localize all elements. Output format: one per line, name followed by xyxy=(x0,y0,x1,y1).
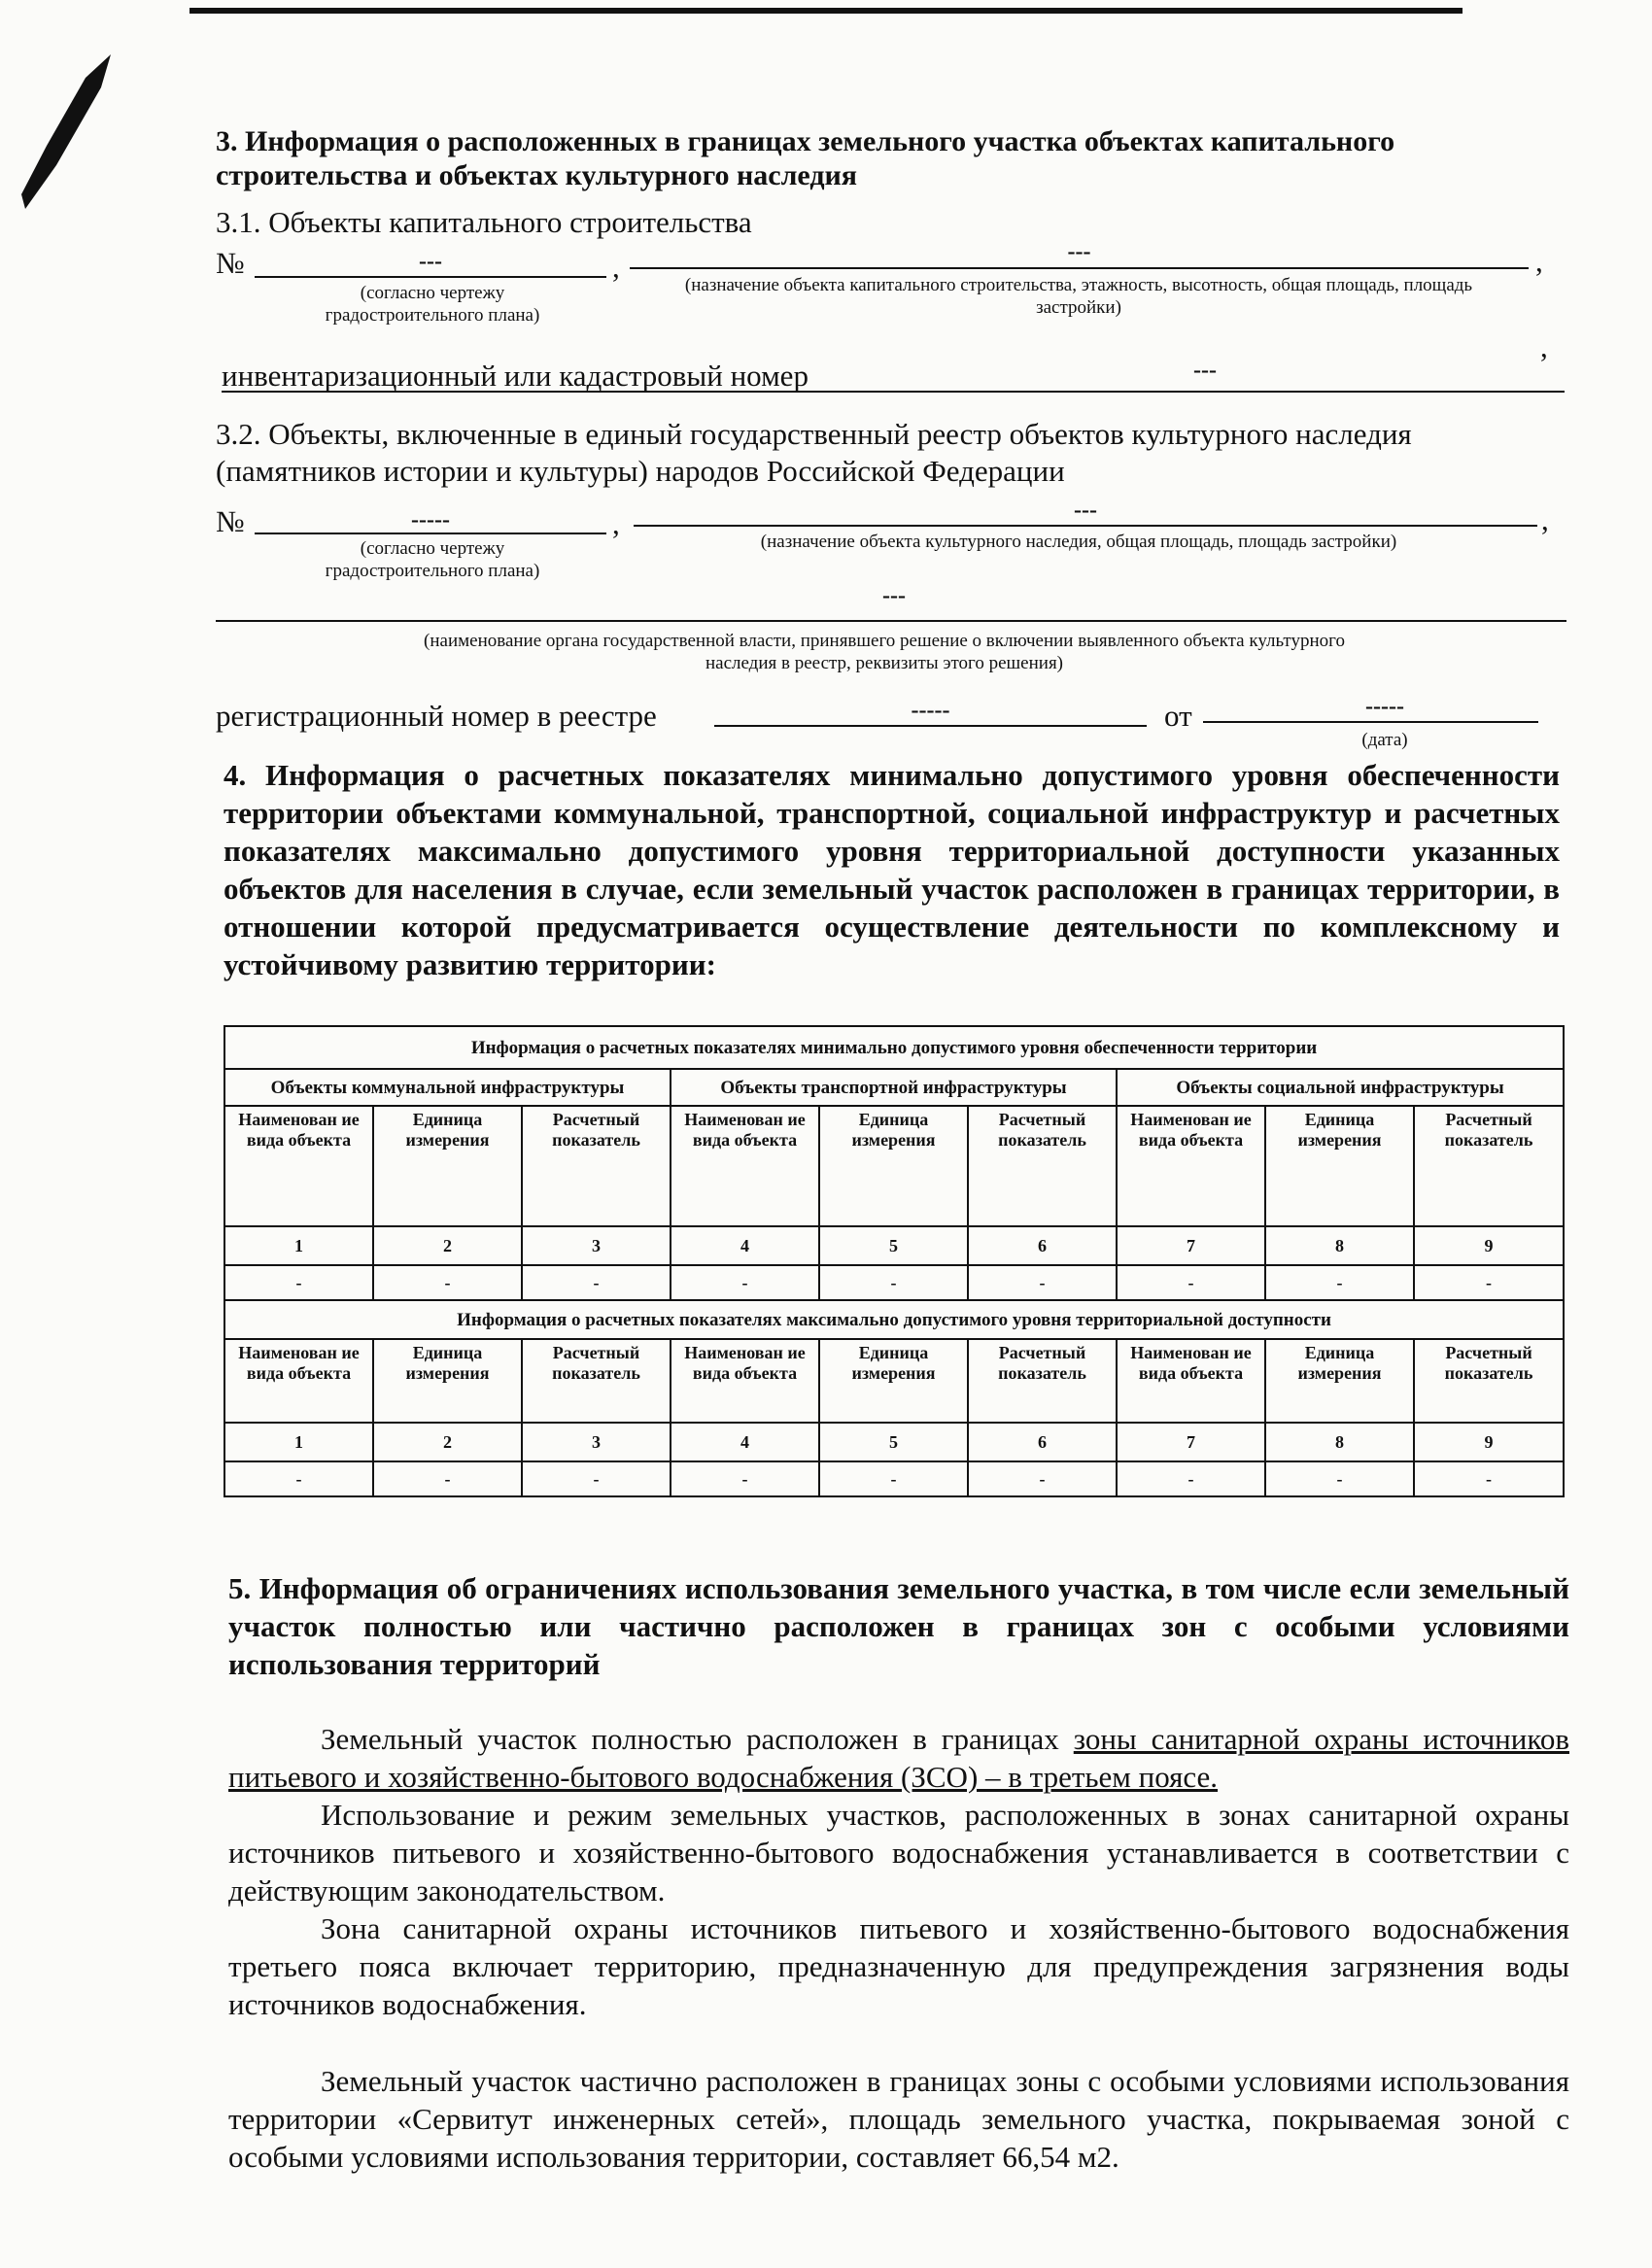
number-sign: № xyxy=(216,504,245,538)
inventory-label: инвентаризационный или кадастровый номер xyxy=(222,359,809,393)
table-number-row-2 xyxy=(224,1423,1564,1461)
col-header: Единица измерения xyxy=(1265,1106,1414,1226)
col-number: 3 xyxy=(522,1226,671,1265)
col-number: 9 xyxy=(1414,1226,1564,1265)
cell-value: - xyxy=(671,1461,819,1496)
col-header: Единица измерения xyxy=(819,1339,968,1423)
table-title-max: Информация о расчетных показателях максимально допустимого уровня территориальной доступности xyxy=(224,1300,1564,1339)
col-number: 4 xyxy=(671,1423,819,1461)
col-header: Единица измерения xyxy=(819,1106,968,1226)
col-header: Расчетный показатель xyxy=(522,1339,671,1423)
section3-sub2: 3.2. Объекты, включенные в единый государственный реестр объектов культурного наследия (памятников истории и культуры) народов Российской Федерации xyxy=(216,417,1412,488)
cell-value: - xyxy=(522,1265,671,1300)
table-number-row xyxy=(224,1226,1564,1265)
cell-value: - xyxy=(819,1461,968,1496)
cell-value: - xyxy=(224,1265,373,1300)
comma: , xyxy=(1540,329,1548,363)
cell-value: - xyxy=(373,1265,522,1300)
col-header: Единица измерения xyxy=(373,1106,522,1226)
col-header: Расчетный показатель xyxy=(522,1106,671,1226)
col-number: 1 xyxy=(224,1226,373,1265)
object-purpose-value: --- xyxy=(1067,239,1091,264)
col-number: 7 xyxy=(1117,1226,1265,1265)
inventory-line xyxy=(222,391,1565,393)
table-title-row-2 xyxy=(224,1300,1564,1339)
table-header-row-2 xyxy=(224,1339,1564,1423)
cell-value: - xyxy=(1117,1265,1265,1300)
col-header: Наименован ие вида объекта xyxy=(671,1339,819,1423)
col-header: Наименован ие вида объекта xyxy=(1117,1339,1265,1423)
paragraph-zone-full xyxy=(228,1720,1569,1796)
col-number: 6 xyxy=(968,1423,1117,1461)
col-number: 1 xyxy=(224,1423,373,1461)
col-number: 4 xyxy=(671,1226,819,1265)
paragraph-servitude: Земельный участок частично расположен в границах зоны с особыми условиями использования территории «Сервитут инженерных сетей», площадь земельного участка, покрываемая зоной с особыми условиями использования территории, составляет 66,54 м2. xyxy=(228,2064,1569,2174)
col-number: 9 xyxy=(1414,1423,1564,1461)
section4-title: 4. Информация о расчетных показателях минимально допустимого уровня обеспеченности территории объектами коммунальной, транспортной, социальной инфраструктур и расчетных показателях максимально допустимого уровня территориальной доступности указанных объектов для населения в случае, если земельный участок расположен в границах территории, в отношении которой предусматривается осуществление деятельности по комплексному и устойчивому развитию территории: xyxy=(224,758,1560,981)
caption-drawing: (согласно чертежу градостроительного плана) xyxy=(325,283,540,326)
registry-line xyxy=(714,725,1147,727)
cell-value: - xyxy=(1414,1461,1564,1496)
table-value-row-2 xyxy=(224,1461,1564,1496)
organ-line xyxy=(216,620,1566,622)
cell-value: - xyxy=(968,1461,1117,1496)
caption-purpose-2: (назначение объекта культурного наследия, общая площадь, площадь застройки) xyxy=(760,532,1397,552)
col-header: Единица измерения xyxy=(1265,1339,1414,1423)
table-title-row xyxy=(224,1026,1564,1069)
cell-value: - xyxy=(522,1461,671,1496)
table-header-row xyxy=(224,1106,1564,1226)
table-value-row xyxy=(224,1265,1564,1300)
comma: , xyxy=(612,250,620,284)
cell-value: - xyxy=(1117,1461,1265,1496)
comma: , xyxy=(1535,244,1543,278)
registry-label: регистрационный номер в реестре xyxy=(216,699,657,733)
cell-value: - xyxy=(968,1265,1117,1300)
cell-value: - xyxy=(671,1265,819,1300)
col-number: 6 xyxy=(968,1226,1117,1265)
cell-value: - xyxy=(1265,1265,1414,1300)
registry-value: ----- xyxy=(911,698,950,723)
section5-title: 5. Информация об ограничениях использования земельного участка, в том числе если земельный участок полностью или частично расположен в границах зон с особыми условиями использования территорий xyxy=(228,1571,1569,1681)
scan-pen-mark xyxy=(17,49,124,214)
col-header: Наименован ие вида объекта xyxy=(224,1106,373,1226)
caption-organ: (наименование органа государственной власти, принявшего решение о включении выявленного объекта культурного наследия в реестр, реквизиты этого решения) xyxy=(424,631,1345,673)
col-number: 2 xyxy=(373,1226,522,1265)
organ-value: --- xyxy=(882,583,906,608)
indicators-table xyxy=(224,1025,1565,1497)
col-number: 2 xyxy=(373,1423,522,1461)
col-number: 3 xyxy=(522,1423,671,1461)
table-group-row xyxy=(224,1069,1564,1106)
cell-value: - xyxy=(224,1461,373,1496)
col-number: 5 xyxy=(819,1226,968,1265)
cell-value: - xyxy=(1414,1265,1564,1300)
object2-number-value: ----- xyxy=(411,507,450,533)
object2-purpose-value: --- xyxy=(1074,498,1097,523)
group-transport: Объекты транспортной инфраструктуры xyxy=(671,1069,1117,1106)
col-header: Наименован ие вида объекта xyxy=(1117,1106,1265,1226)
col-number: 5 xyxy=(819,1423,968,1461)
cell-value: - xyxy=(373,1461,522,1496)
caption-date: (дата) xyxy=(1361,730,1408,750)
inventory-value: --- xyxy=(1193,358,1217,383)
purpose-line xyxy=(630,267,1529,269)
paragraph-usage-regime: Использование и режим земельных участков, расположенных в зонах санитарной охраны источников питьевого и хозяйственно-бытового водоснабжения устанавливается в соответствии с действующим законодательством. xyxy=(228,1798,1569,1907)
comma: , xyxy=(1541,502,1549,536)
section3-title: 3. Информация о расположенных в границах земельного участка объектах капитального строительства и объектах культурного наследия xyxy=(216,125,1395,191)
table-title-min: Информация о расчетных показателях минимально допустимого уровня обеспеченности территории xyxy=(224,1026,1564,1069)
paragraph-third-belt: Зона санитарной охраны источников питьевого и хозяйственно-бытового водоснабжения третьего пояса включает территорию, предназначенную для предупреждения загрязнения воды источников водоснабжения. xyxy=(228,1911,1569,2021)
col-header: Расчетный показатель xyxy=(968,1106,1117,1226)
col-header: Единица измерения xyxy=(373,1339,522,1423)
number-sign: № xyxy=(216,246,245,280)
date-line xyxy=(1203,721,1538,723)
group-communal: Объекты коммунальной инфраструктуры xyxy=(224,1069,671,1106)
col-number: 8 xyxy=(1265,1226,1414,1265)
purpose2-line xyxy=(634,525,1537,527)
object-number-value: --- xyxy=(419,249,442,274)
comma: , xyxy=(612,506,620,540)
group-social: Объекты социальной инфраструктуры xyxy=(1117,1069,1564,1106)
scan-top-bar xyxy=(189,8,1463,14)
col-header: Наименован ие вида объекта xyxy=(224,1339,373,1423)
cell-value: - xyxy=(819,1265,968,1300)
caption-purpose: (назначение объекта капитального строительства, этажность, высотность, общая площадь, площадь застройки) xyxy=(684,275,1473,318)
caption-drawing-2: (согласно чертежу градостроительного плана) xyxy=(325,538,540,581)
paragraph-lead: Земельный участок полностью расположен в границах xyxy=(321,1722,1074,1756)
section3-sub1: 3.1. Объекты капитального строительства xyxy=(216,205,752,239)
col-header: Наименован ие вида объекта xyxy=(671,1106,819,1226)
number-line xyxy=(255,276,606,278)
date-value: ----- xyxy=(1365,694,1404,719)
from-label: от xyxy=(1164,699,1192,733)
col-header: Расчетный показатель xyxy=(968,1339,1117,1423)
col-number: 8 xyxy=(1265,1423,1414,1461)
col-header: Расчетный показатель xyxy=(1414,1339,1564,1423)
col-number: 7 xyxy=(1117,1423,1265,1461)
cell-value: - xyxy=(1265,1461,1414,1496)
col-header: Расчетный показатель xyxy=(1414,1106,1564,1226)
zone-underlined: зоны санитарной охраны источников питьевого и хозяйственно-бытового водоснабжения (ЗСО) – в третьем поясе. xyxy=(228,1722,1569,1794)
